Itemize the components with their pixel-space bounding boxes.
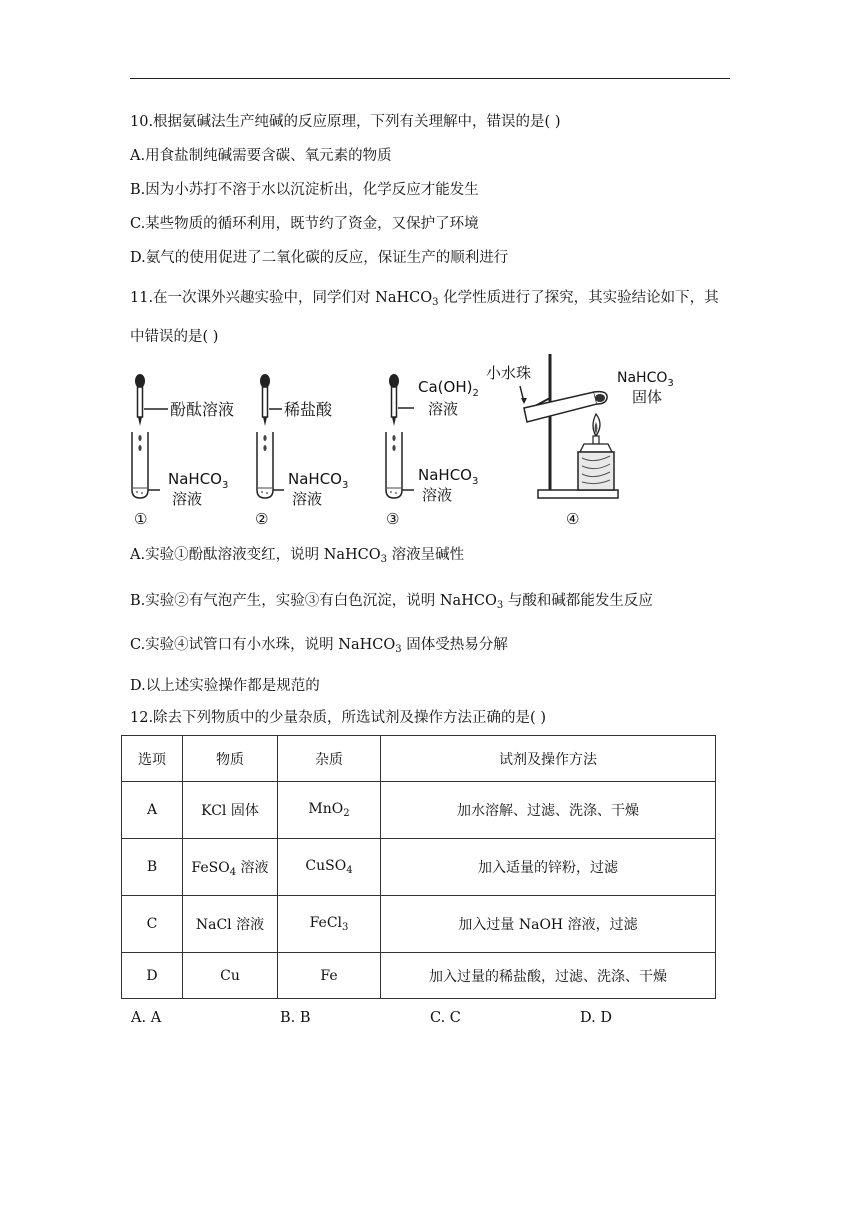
- row-c-method: 加入过量 NaOH 溶液，过滤: [381, 896, 716, 953]
- dropper-bulb-1: [135, 374, 145, 388]
- table-row: [122, 953, 716, 999]
- row-d-method: 加入过量的稀盐酸，过滤、洗涤、干燥: [381, 953, 716, 999]
- drop-2b: [263, 445, 266, 451]
- exp-number-4: ④: [566, 510, 580, 528]
- row-a-impurity-sub: 2: [343, 808, 350, 819]
- q11-stem-sub: 3: [432, 297, 439, 308]
- q11-stem-a: 11.在一次课外兴趣实验中，同学们对 NaHCO: [130, 290, 433, 306]
- lamp-body: [578, 452, 614, 490]
- exp2-tube-label-b: 溶液: [292, 490, 323, 508]
- dropper-bulb-2: [260, 374, 270, 388]
- q12-answer-a: A. A: [131, 1010, 162, 1026]
- lamp-top: [580, 444, 612, 452]
- row-b-substance-text: FeSO: [191, 859, 230, 876]
- q11-option-b: [130, 591, 653, 616]
- dropper-bulb-3: [389, 374, 399, 388]
- row-b-substance-post: 溶液: [236, 859, 269, 876]
- row-c-option: C: [122, 896, 183, 953]
- stand-base: [538, 490, 618, 498]
- row-b-impurity-sub: 4: [346, 865, 353, 876]
- solid-label-a: NaHCO: [617, 370, 668, 386]
- q11-stem: [130, 288, 719, 313]
- row-d-substance: [183, 953, 278, 999]
- q11-option-c-post: 固体受热易分解: [401, 637, 508, 653]
- row-b-substance-sub: 4: [229, 866, 237, 878]
- exp-number-1: ①: [134, 510, 148, 528]
- row-a-substance-text: KCl 固体: [201, 803, 259, 819]
- table-row: [122, 839, 716, 896]
- q11-option-a: [130, 545, 464, 570]
- exp3-tube-label-sub: 3: [471, 476, 479, 487]
- q11-option-b-pre: B.实验②有气泡产生，实验③有白色沉淀，说明 NaHCO: [130, 593, 497, 609]
- row-d-option: D: [122, 953, 183, 999]
- lamp-wick: [593, 436, 599, 444]
- row-d-substance-text: Cu: [220, 967, 240, 984]
- exp2-tube-label-a: NaHCO: [288, 470, 342, 488]
- header-substance: 物质: [183, 736, 278, 782]
- row-b-option: B: [122, 839, 183, 896]
- dropper-tip-2: [263, 417, 267, 426]
- row-c-substance: [183, 896, 278, 953]
- solid-label-b: 固体: [632, 388, 663, 406]
- q11-option-b-sub: 3: [496, 600, 504, 611]
- q10-option-b: B.因为小苏打不溶于水以沉淀析出，化学反应才能发生: [130, 182, 479, 198]
- q10-stem: 10.根据氨碱法生产纯碱的反应原理，下列有关理解中，错误的是( ): [130, 114, 561, 130]
- dropper-tip-1: [138, 417, 142, 426]
- dropper-tip-3: [392, 417, 396, 426]
- exp2-reagent-label: 稀盐酸: [284, 400, 333, 419]
- liquid-dot-2a: [261, 491, 263, 493]
- dropper-tube-3: [392, 387, 397, 417]
- q11-option-d: D.以上述实验操作都是规范的: [130, 678, 320, 694]
- exp1-tube-label: [168, 470, 228, 491]
- q12-stem: 12.除去下列物质中的少量杂质，所选试剂及操作方法正确的是( ): [130, 710, 546, 726]
- water-arrow: [521, 398, 527, 404]
- exp2-tube-label-sub: 3: [341, 480, 349, 491]
- q11-option-a-post: 溶液呈碱性: [387, 547, 465, 563]
- q11-option-b-post: 与酸和碱都能发生反应: [503, 593, 653, 609]
- experiment-2: [255, 374, 348, 528]
- liquid-dot-3a: [390, 491, 392, 493]
- row-a-substance: [183, 782, 278, 839]
- exp1-tube-label-b: 溶液: [172, 490, 203, 508]
- experiment-4: [486, 354, 674, 528]
- liquid-dot-1a: [136, 491, 138, 493]
- heated-test-tube: [524, 392, 597, 422]
- q11-option-a-sub: 3: [380, 554, 388, 565]
- experiment-3: [386, 374, 479, 528]
- q12-table: [121, 735, 716, 999]
- header-impurity: 杂质: [278, 736, 381, 782]
- exp-number-3: ③: [386, 510, 400, 528]
- exp3-tube-label-a: NaHCO: [418, 466, 472, 484]
- dropper-tube-1: [138, 387, 143, 417]
- drop-1a: [138, 435, 141, 441]
- q12-answer-c: C. C: [430, 1010, 461, 1026]
- row-c-substance-text: NaCl 溶液: [195, 917, 265, 933]
- header-option: 选项: [122, 736, 183, 782]
- row-b-method: 加入适量的锌粉，过滤: [381, 839, 716, 896]
- experiment-figure: [124, 352, 690, 532]
- exp1-tube-label-a: NaHCO: [168, 470, 222, 488]
- exp2-tube-label: [288, 470, 348, 491]
- exp3-reagent-label: [418, 378, 479, 399]
- q11-stem-b: 化学性质进行了探究，其实验结论如下，其: [438, 290, 719, 306]
- drop-3a: [392, 435, 395, 441]
- exp1-reagent-label: 酚酞溶液: [170, 400, 235, 419]
- row-b-impurity: [278, 839, 381, 896]
- row-b-substance: [183, 839, 278, 896]
- row-a-option: A: [122, 782, 183, 839]
- solid-label: [617, 370, 674, 389]
- q12-answer-d: D. D: [580, 1010, 612, 1026]
- row-a-method: 加水溶解、过滤、洗涤、干燥: [381, 782, 716, 839]
- row-a-impurity: [278, 782, 381, 839]
- row-a-impurity-text: MnO: [308, 801, 344, 817]
- q11-option-c: [130, 635, 508, 660]
- row-c-impurity: [278, 896, 381, 953]
- solid-label-sub: 3: [667, 378, 674, 389]
- exp3-reagent-a: Ca(OH): [418, 378, 473, 396]
- q11-stem-line2: 中错误的是( ): [130, 329, 219, 345]
- row-c-impurity-sub: 3: [342, 922, 349, 933]
- table-header-row: [122, 736, 716, 782]
- q10-option-c: C.某些物质的循环利用，既节约了资金，又保护了环境: [130, 216, 479, 232]
- row-d-impurity: [278, 953, 381, 999]
- exp3-reagent-sub: 2: [472, 388, 479, 399]
- water-drops-label: 小水珠: [486, 364, 532, 382]
- exp3-tube-label: [418, 466, 478, 487]
- header-method: 试剂及操作方法: [381, 736, 716, 782]
- row-b-impurity-text: CuSO: [305, 858, 347, 874]
- drop-3b: [392, 445, 395, 451]
- table-row: [122, 896, 716, 953]
- header-rule: [130, 78, 730, 79]
- liquid-dot-2b: [266, 492, 268, 494]
- exp1-tube-label-sub: 3: [221, 480, 229, 491]
- row-d-impurity-text: Fe: [320, 967, 338, 984]
- liquid-dot-1b: [141, 492, 143, 494]
- exp3-tube-label-b: 溶液: [422, 486, 453, 504]
- row-c-impurity-text: FeCl: [309, 915, 343, 931]
- q11-option-c-pre: C.实验④试管口有小水珠，说明 NaHCO: [130, 637, 396, 653]
- dropper-tube-2: [263, 387, 268, 417]
- table-row: [122, 782, 716, 839]
- exp3-reagent-label-b: 溶液: [428, 400, 459, 418]
- q11-option-c-sub: 3: [395, 644, 402, 655]
- exp-number-2: ②: [255, 510, 269, 528]
- liquid-dot-3b: [395, 492, 397, 494]
- drop-2a: [263, 435, 266, 441]
- solid-sample: [595, 394, 605, 402]
- q10-option-a: A.用食盐制纯碱需要含碳、氧元素的物质: [130, 148, 392, 164]
- experiment-1: [132, 374, 234, 528]
- q11-option-a-pre: A.实验①酚酞溶液变红，说明 NaHCO: [130, 547, 381, 563]
- drop-1b: [138, 445, 141, 451]
- q10-option-d: D.氨气的使用促进了二氧化碳的反应，保证生产的顺利进行: [130, 250, 509, 266]
- q12-answer-b: B. B: [280, 1010, 311, 1026]
